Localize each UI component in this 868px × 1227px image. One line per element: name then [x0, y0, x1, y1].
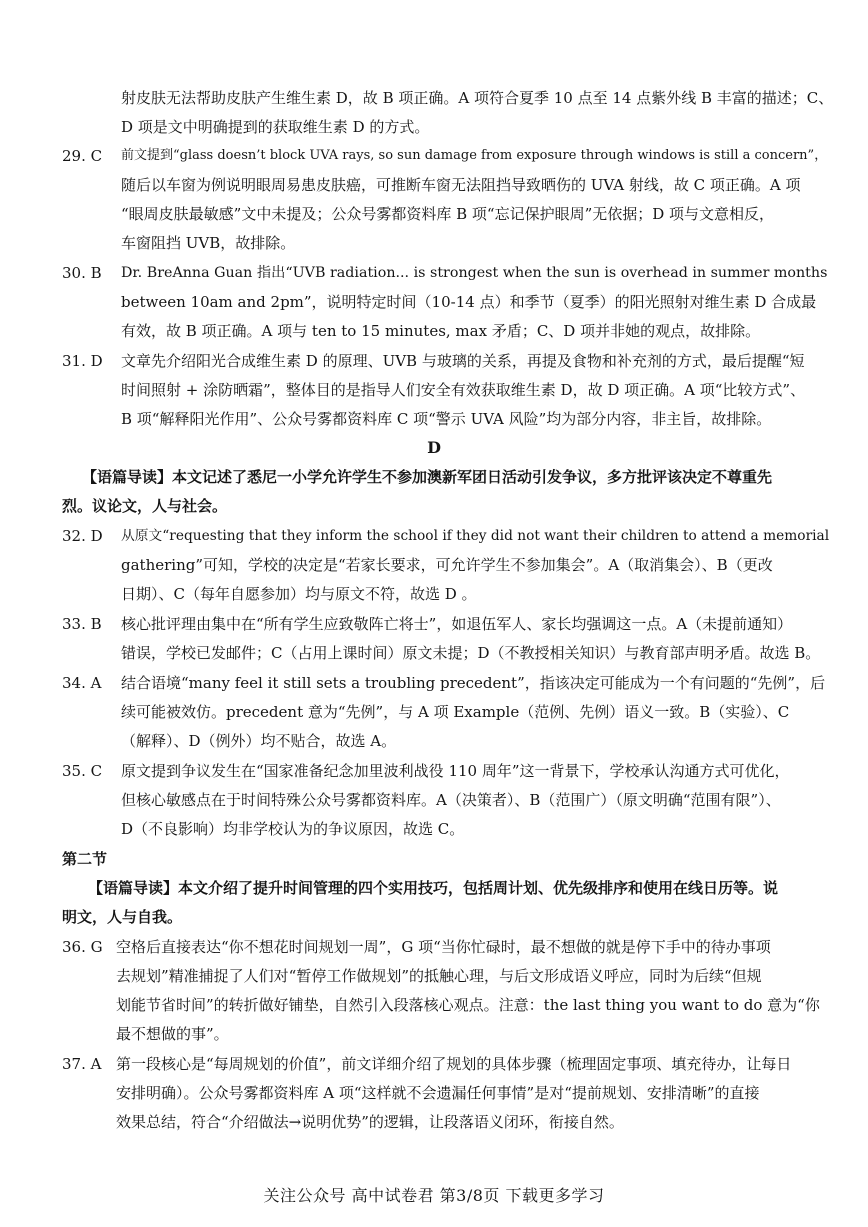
section-d-heading: D — [427, 438, 441, 457]
item-31-line-1: 文章先介绍阳光合成维生素 D 的原理、UVB 与玻璃的关系，再提及食物和补充剂的方式，最后提醒“短 — [121, 352, 805, 370]
item-36-line-1: 空格后直接表达“你不想花时间规划一周”，G 项“当你忙碌时，最不想做的就是停下手中的待办事项 — [116, 938, 771, 956]
item-31-line-2: 时间照射 + 涂防晒霜”，整体目的是指导人们安全有效获取维生素 D，故 D 项正确。A 项“比较方式”、 — [121, 381, 806, 399]
item-35-line-2: 但核心敏感点在于时间特殊公众号雾都资料库。A（决策者）、B（范围广）（原文明确“范围有限”）、 — [121, 791, 781, 809]
item-28-line-2: D 项是文中明确提到的获取维生素 D 的方式。 — [121, 118, 430, 136]
item-29-number: 29. C — [62, 147, 103, 165]
item-37-number: 37. A — [62, 1055, 102, 1073]
item-37-line-2: 安排明确）。公众号雾都资料库 A 项“这样就不会遗漏任何事情”是对“提前规划、安排清晰”的直接 — [116, 1084, 760, 1102]
section-2-heading: 第二节 — [62, 850, 108, 868]
item-34-line-3: （解释）、D（例外）均不贴合，故选 A。 — [121, 732, 397, 750]
item-31-line-3: B 项“解释阳光作用”、公众号雾都资料库 C 项“警示 UVA 风险”均为部分内容，非主旨，故排除。 — [121, 410, 772, 428]
section-d-guide-line-1: 【语篇导读】本文记述了悉尼一小学允许学生不参加澳新军团日活动引发争议，多方批评该决定不尊重先 — [82, 468, 773, 486]
item-35-line-3: D（不良影响）均非学校认为的争议原因，故选 C。 — [121, 820, 465, 838]
item-36-line-4: 最不想做的事”。 — [116, 1025, 229, 1043]
item-32-line-2: gathering”可知，学校的决定是“若家长要求，可允许学生不参加集会”。A（取消集会）、B（更改 — [121, 556, 773, 574]
item-34-line-1: 结合语境“many feel it still sets a troubling precedent”，指该决定可能成为一个有问题的“先例”，后 — [121, 674, 826, 692]
item-36-line-2: 去规划”精准捕捉了人们对“暂停工作做规划”的抵触心理，与后文形成语义呼应，同时为后续“但规 — [116, 967, 762, 985]
item-30-line-2: between 10am and 2pm”，说明特定时间（10-14 点）和季节（夏季）的阳光照射对维生素 D 合成最 — [121, 293, 817, 311]
item-30-line-1: Dr. BreAnna Guan 指出“UVB radiation... is strongest when the sun is overhead in summer months — [121, 265, 828, 281]
section-d-guide-line-2: 烈。议论文，人与社会。 — [62, 497, 228, 515]
item-34-line-2: 续可能被效仿。precedent 意为“先例”，与 A 项 Example（范例、先例）语义一致。B（实验）、C — [121, 703, 790, 721]
item-33-line-1: 核心批评理由集中在“所有学生应致敬阵亡将士”，如退伍军人、家长均强调这一点。A（未提前通知） — [121, 615, 793, 633]
item-37-line-3: 效果总结，符合“介绍做法→说明优势”的逻辑，让段落语义闭环，衔接自然。 — [116, 1113, 624, 1131]
item-33-number: 33. B — [62, 615, 102, 633]
item-32-line-3: 日期）、C（每年自愿参加）均与原文不符，故选 D 。 — [121, 585, 477, 603]
item-32-number: 32. D — [62, 527, 103, 545]
item-34-number: 34. A — [62, 674, 102, 692]
item-32-line-1: 从原文“requesting that they inform the school if they did not want their children to attend a memorial — [121, 528, 830, 544]
section-2-guide-line-1: 【语篇导读】本文介绍了提升时间管理的四个实用技巧，包括周计划、优先级排序和使用在线日历等。说 — [88, 879, 779, 897]
item-33-line-2: 错误，学校已发邮件；C（占用上课时间）原文未提；D（不教授相关知识）与教育部声明矛盾。故选 B。 — [121, 644, 821, 662]
item-35-number: 35. C — [62, 762, 103, 780]
item-29-line-4: 车窗阻挡 UVB，故排除。 — [121, 234, 296, 252]
item-30-line-3: 有效，故 B 项正确。A 项与 ten to 15 minutes, max 矛盾；C、D 项并非她的观点，故排除。 — [121, 322, 761, 340]
page-footer: 关注公众号 高中试卷君 第3/8页 下载更多学习 — [263, 1186, 605, 1205]
item-35-line-1: 原文提到争议发生在“国家准备纪念加里波利战役 110 周年”这一背景下，学校承认沟通方式可优化， — [121, 762, 790, 780]
item-29-line-3: “眼周皮肤最敏感”文中未提及；公众号雾都资料库 B 项“忘记保护眼周”无依据；D 项与文意相反， — [121, 205, 775, 223]
item-37-line-1: 第一段核心是“每周规划的价值”，前文详细介绍了规划的具体步骤（梳理固定事项、填充待办，让每日 — [116, 1055, 792, 1073]
item-29-line-2: 随后以车窗为例说明眼周易患皮肤癌，可推断车窗无法阻挡导致晒伤的 UVA 射线，故 C 项正确。A 项 — [121, 176, 801, 194]
section-2-guide-line-2: 明文，人与自我。 — [62, 908, 183, 926]
item-31-number: 31. D — [62, 352, 103, 370]
item-36-line-3: 划能节省时间”的转折做好铺垫，自然引入段落核心观点。注意：the last thing you want to do 意为“你 — [116, 996, 820, 1014]
item-30-number: 30. B — [62, 264, 102, 282]
item-28-line-1: 射皮肤无法帮助皮肤产生维生素 D，故 B 项正确。A 项符合夏季 10 点至 14 点紫外线 B 丰富的描述；C、 — [121, 89, 834, 107]
item-36-number: 36. G — [62, 938, 103, 956]
item-29-line-1: 前文提到“glass doesn’t block UVA rays, so sun damage from exposure through windows is still a concern”， — [121, 148, 828, 163]
